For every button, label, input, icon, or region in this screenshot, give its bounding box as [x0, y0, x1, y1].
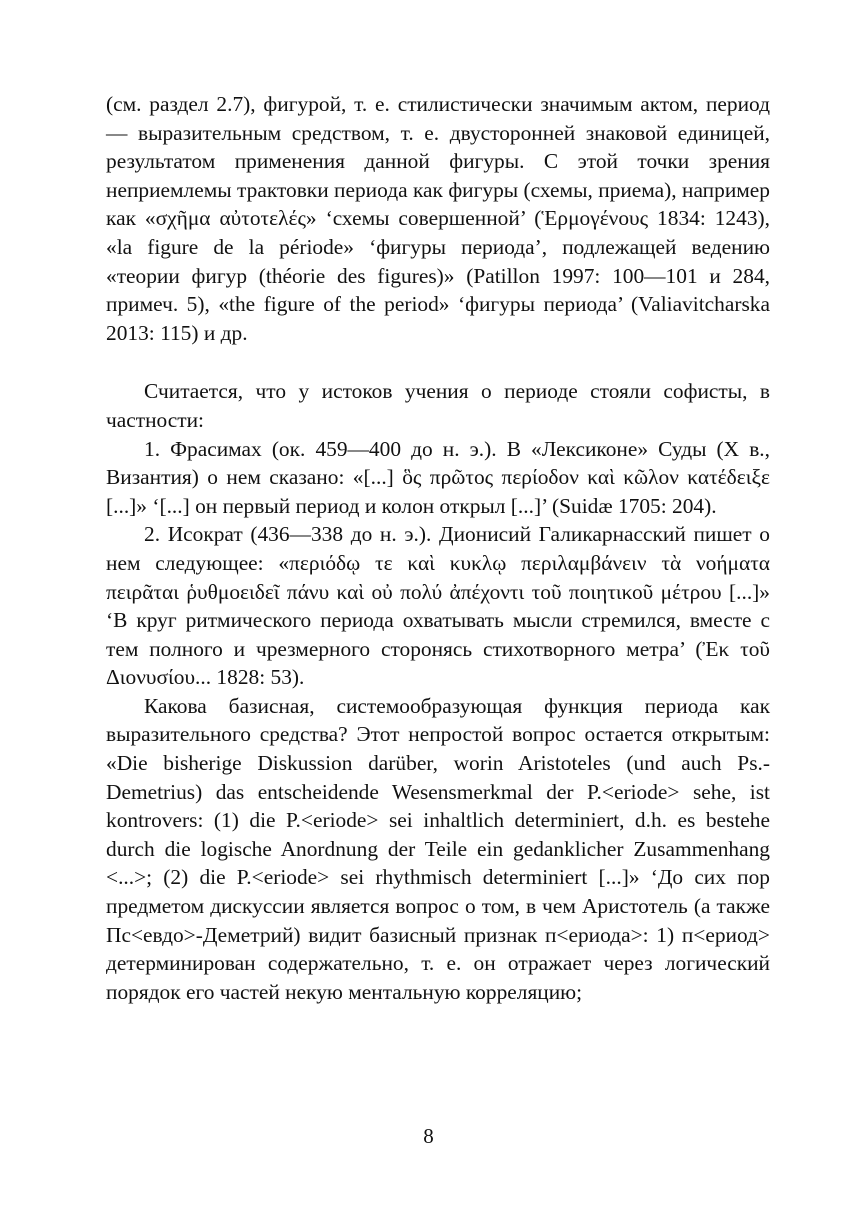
- page-number: 8: [423, 1124, 434, 1148]
- paragraph-isocrates: 2. Исократ (436—338 до н. э.). Дионисий Галикарнасский пишет о нем следующее: «περιόδῳ τε καὶ κυκλῳ περιλαμβάνειν τὰ νοήματα πειρᾶται ῥυθμοειδεῖ πάνυ καὶ οὐ πολύ ἀπέχοντι τοῦ ποιητικοῦ μέτρου [...]» ‘В круг ритмического периода охватывать мысли стремился, вместе с тем полного и чрезмерного сторонясь стихотворного метра’ (Ἐκ τοῦ Διονυσίου... 1828: 53).: [106, 522, 770, 690]
- page-body: [106, 90, 770, 1006]
- paragraph-thrasymachus: 1. Фрасимах (ок. 459—400 до н. э.). В «Лексиконе» Суды (X в., Византия) о нем сказано: «[...] ὃς πρῶτος περίοδον καὶ κῶλον κατέδειξε [...]» ‘[...] он первый период и колон открыл [...]’ (Suidæ 1705: 204).: [106, 436, 770, 518]
- paragraph-sophists-intro: Считается, что у истоков учения о периоде стояли софисты, в частности:: [106, 379, 770, 432]
- paragraph-continuation: (см. раздел 2.7), фигурой, т. е. стилистически значимым актом, период — выразительным средством, т. е. двусторонней знаковой единицей, результатом применения данной фигуры. С этой точки зрения неприемлемы трактовки периода как фигуры (схемы, приема), например как «σχῆμα αὐτοτελές» ‘схемы совершенной’ (Ἑρμογένους 1834: 1243), «la figure de la période» ‘фигуры периода’, подлежащей ведению «теории фигур (théorie des figures)» (Patillon 1997: 100—101 и 284, примеч. 5), «the figure of the period» ‘фигуры периода’ (Valiavitcharska 2013: 115) и др.: [106, 92, 770, 345]
- paragraph-function-question: Какова базисная, системообразующая функция периода как выразительного средства? Этот непростой вопрос остается открытым: «Die bisherige Diskussion darüber, worin Aristoteles (und auch Ps.-Demetrius) das entscheidende Wesensmerkmal der P.<eriode> sehe, ist kontrovers: (1) die P.<eriode> sei inhaltlich determiniert, d.h. es bestehe durch die logische Anordnung der Teile ein gedanklicher Zusammenhang <...>; (2) die P.<eriode> sei rhythmisch determiniert [...]» ‘До сих пор предметом дискуссии является вопрос о том, в чем Аристотель (а также Пс<евдо>-Деметрий) видит базисный признак п<ериода>: 1) п<ериод> детерминирован содержательно, т. е. он отражает через логический порядок его частей некую ментальную корреляцию;: [106, 693, 770, 1004]
- paragraph-gap: [106, 347, 770, 377]
